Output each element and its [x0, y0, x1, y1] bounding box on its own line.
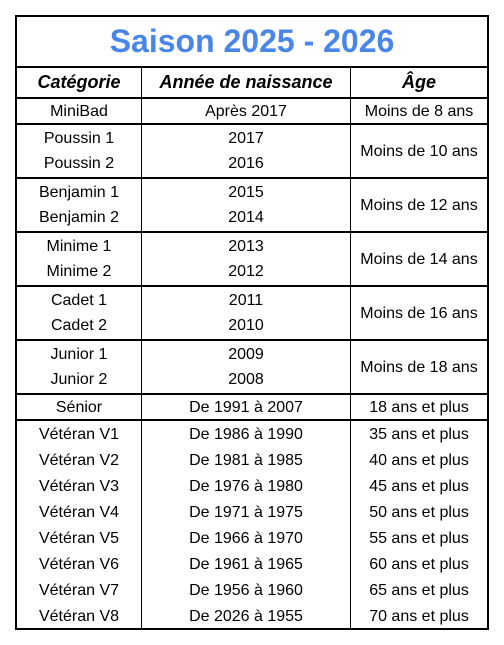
age-cell: Moins de 14 ans: [360, 250, 478, 268]
category-cell: Benjamin 1 Benjamin 2: [17, 179, 142, 231]
table-row: [17, 551, 487, 577]
birth-year-cell: 2011 2010: [142, 287, 351, 339]
table-row: [17, 421, 487, 447]
category-cell: Vétéran V5: [17, 525, 142, 551]
age-cell: 35 ans et plus: [369, 425, 469, 443]
age-cell: 65 ans et plus: [369, 581, 469, 599]
table-row: [17, 179, 487, 233]
birth-year-cell: 2013 2012: [142, 233, 351, 285]
table-row: [17, 447, 487, 473]
header-birth-year: Année de naissance: [142, 68, 351, 97]
age-cell: Moins de 12 ans: [360, 196, 478, 214]
age-cell: 50 ans et plus: [369, 503, 469, 521]
category-cell: Vétéran V3: [17, 473, 142, 499]
category-cell: Vétéran V6: [17, 551, 142, 577]
header-category: Catégorie: [17, 68, 142, 97]
birth-year-cell: De 1971 à 1975: [142, 499, 351, 525]
age-cell: 60 ans et plus: [369, 555, 469, 573]
category-cell: Poussin 1 Poussin 2: [17, 125, 142, 177]
table-row: [17, 287, 487, 341]
category-cell: Vétéran V8: [17, 603, 142, 629]
birth-year-cell: De 1981 à 1985: [142, 447, 351, 473]
table-row: [17, 233, 487, 287]
category-cell: Vétéran V7: [17, 577, 142, 603]
table-row: [17, 577, 487, 603]
category-cell: Vétéran V2: [17, 447, 142, 473]
category-cell: MiniBad: [17, 99, 142, 123]
birth-year-cell: De 1966 à 1970: [142, 525, 351, 551]
birth-year-cell: 2017 2016: [142, 125, 351, 177]
birth-year-cell: De 1961 à 1965: [142, 551, 351, 577]
header-age: Âge: [401, 72, 436, 92]
table-row: [17, 395, 487, 421]
age-cell: Moins de 10 ans: [360, 142, 478, 160]
birth-year-cell: 2015 2014: [142, 179, 351, 231]
birth-year-cell: Après 2017: [142, 99, 351, 123]
veteran-block: [17, 421, 487, 629]
category-cell: Cadet 1 Cadet 2: [17, 287, 142, 339]
category-cell: Vétéran V1: [17, 421, 142, 447]
table-row: [17, 473, 487, 499]
age-cell: Moins de 16 ans: [360, 304, 478, 322]
birth-year-cell: De 1976 à 1980: [142, 473, 351, 499]
age-category-table: [15, 15, 489, 630]
table-row: [17, 499, 487, 525]
age-cell: 18 ans et plus: [369, 398, 469, 416]
table-row: [17, 125, 487, 179]
category-cell: Minime 1 Minime 2: [17, 233, 142, 285]
table-row: [17, 603, 487, 629]
category-cell: Vétéran V4: [17, 499, 142, 525]
age-cell: Moins de 18 ans: [360, 358, 478, 376]
category-cell: Junior 1 Junior 2: [17, 341, 142, 393]
season-title: Saison 2025 - 2026: [17, 17, 487, 68]
birth-year-cell: De 1986 à 1990: [142, 421, 351, 447]
birth-year-cell: De 2026 à 1955: [142, 603, 351, 629]
birth-year-cell: 2009 2008: [142, 341, 351, 393]
table-header: [17, 68, 487, 99]
age-cell: Moins de 8 ans: [364, 102, 474, 120]
table-row: [17, 525, 487, 551]
birth-year-cell: De 1991 à 2007: [142, 395, 351, 419]
age-cell: 40 ans et plus: [369, 451, 469, 469]
table-row: [17, 341, 487, 395]
birth-year-cell: De 1956 à 1960: [142, 577, 351, 603]
age-cell: 55 ans et plus: [369, 529, 469, 547]
table-row: [17, 99, 487, 125]
age-cell: 70 ans et plus: [369, 607, 469, 625]
age-cell: 45 ans et plus: [369, 477, 469, 495]
category-cell: Sénior: [17, 395, 142, 419]
